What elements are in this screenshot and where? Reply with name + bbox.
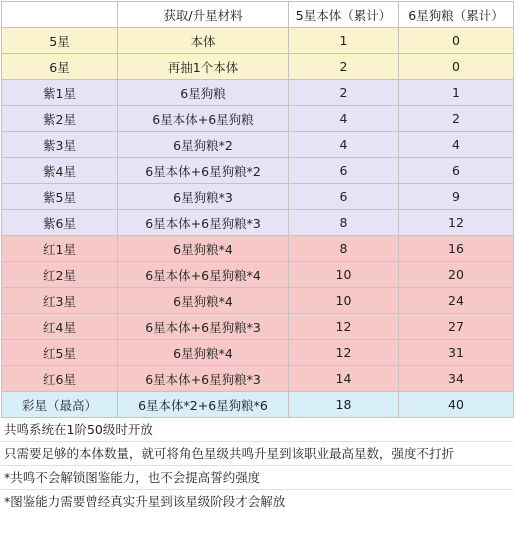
header-cum-6star-fodder-column: 6星狗粮（累计） xyxy=(399,2,514,28)
material-cell: 6星本体+6星狗粮*3 xyxy=(118,366,289,392)
cum-5star-cell: 2 xyxy=(289,80,399,106)
material-cell: 6星本体+6星狗粮*4 xyxy=(118,262,289,288)
star-cell: 紫2星 xyxy=(2,106,118,132)
note-line: *图鉴能力需要曾经真实升星到该星级阶段才会解放 xyxy=(4,494,286,509)
cum-5star-cell: 4 xyxy=(289,106,399,132)
cum-5star-cell: 14 xyxy=(289,366,399,392)
cum-5star-cell: 18 xyxy=(289,392,399,418)
material-cell: 6星狗粮*4 xyxy=(118,340,289,366)
cum-6star-fodder-cell: 40 xyxy=(399,392,514,418)
cum-5star-cell: 8 xyxy=(289,236,399,262)
table-row xyxy=(2,340,514,366)
note-line: 只需要足够的本体数量，就可将角色星级共鸣升星到该职业最高星数，强度不打折 xyxy=(1,442,513,466)
star-cell: 5星 xyxy=(2,28,118,54)
star-cell: 红2星 xyxy=(2,262,118,288)
cum-5star-cell: 10 xyxy=(289,288,399,314)
table-row xyxy=(2,236,514,262)
star-cell: 红1星 xyxy=(2,236,118,262)
star-cell: 红3星 xyxy=(2,288,118,314)
header-cum-5star-column: 5星本体（累计） xyxy=(289,2,399,28)
material-cell: 6星本体+6星狗粮 xyxy=(118,106,289,132)
table-row xyxy=(2,314,514,340)
table-row xyxy=(2,54,514,80)
cum-6star-fodder-cell: 0 xyxy=(399,54,514,80)
star-cell: 红5星 xyxy=(2,340,118,366)
cum-6star-fodder-cell: 1 xyxy=(399,80,514,106)
table-row xyxy=(2,158,514,184)
cum-6star-fodder-cell: 27 xyxy=(399,314,514,340)
cum-5star-cell: 2 xyxy=(289,54,399,80)
material-cell: 6星本体+6星狗粮*3 xyxy=(118,210,289,236)
material-cell: 6星狗粮*4 xyxy=(118,288,289,314)
material-cell: 再抽1个本体 xyxy=(118,54,289,80)
star-cell: 紫4星 xyxy=(2,158,118,184)
material-cell: 6星本体+6星狗粮*3 xyxy=(118,314,289,340)
cum-6star-fodder-cell: 20 xyxy=(399,262,514,288)
cum-6star-fodder-cell: 2 xyxy=(399,106,514,132)
star-cell: 红4星 xyxy=(2,314,118,340)
material-cell: 6星狗粮*3 xyxy=(118,184,289,210)
note-line: 共鸣系统在1阶50级时开放 xyxy=(1,418,513,442)
table-row xyxy=(2,210,514,236)
star-cell: 红6星 xyxy=(2,366,118,392)
star-upgrade-table xyxy=(1,1,514,418)
table-row xyxy=(2,132,514,158)
cum-5star-cell: 6 xyxy=(289,158,399,184)
cum-6star-fodder-cell: 0 xyxy=(399,28,514,54)
header-material-column: 获取/升星材料 xyxy=(118,2,289,28)
star-cell: 紫1星 xyxy=(2,80,118,106)
cum-6star-fodder-cell: 9 xyxy=(399,184,514,210)
cum-6star-fodder-cell: 34 xyxy=(399,366,514,392)
star-cell: 彩星（最高） xyxy=(2,392,118,418)
material-cell: 6星本体+6星狗粮*2 xyxy=(118,158,289,184)
table-row xyxy=(2,80,514,106)
table-row xyxy=(2,184,514,210)
star-cell: 紫6星 xyxy=(2,210,118,236)
material-cell: 6星狗粮*2 xyxy=(118,132,289,158)
table-row xyxy=(2,28,514,54)
cum-5star-cell: 8 xyxy=(289,210,399,236)
table-row xyxy=(2,366,514,392)
material-cell: 本体 xyxy=(118,28,289,54)
cum-6star-fodder-cell: 6 xyxy=(399,158,514,184)
header-star-column xyxy=(2,2,118,28)
note-line: *共鸣不会解锁图鉴能力，也不会提高誓约强度 xyxy=(1,466,513,490)
page xyxy=(1,1,513,513)
table-row xyxy=(2,262,514,288)
cum-6star-fodder-cell: 31 xyxy=(399,340,514,366)
material-cell: 6星狗粮 xyxy=(118,80,289,106)
cum-6star-fodder-cell: 24 xyxy=(399,288,514,314)
table-row xyxy=(2,106,514,132)
table-header-row xyxy=(2,2,514,28)
table-row xyxy=(2,288,514,314)
cum-5star-cell: 4 xyxy=(289,132,399,158)
cum-5star-cell: 6 xyxy=(289,184,399,210)
cum-5star-cell: 12 xyxy=(289,314,399,340)
star-cell: 6星 xyxy=(2,54,118,80)
cum-5star-cell: 1 xyxy=(289,28,399,54)
cum-5star-cell: 10 xyxy=(289,262,399,288)
material-cell: 6星狗粮*4 xyxy=(118,236,289,262)
star-cell: 紫3星 xyxy=(2,132,118,158)
table-row xyxy=(2,392,514,418)
cum-6star-fodder-cell: 12 xyxy=(399,210,514,236)
notes-section xyxy=(1,418,513,513)
cum-6star-fodder-cell: 16 xyxy=(399,236,514,262)
cum-6star-fodder-cell: 4 xyxy=(399,132,514,158)
material-cell: 6星本体*2+6星狗粮*6 xyxy=(118,392,289,418)
star-cell: 紫5星 xyxy=(2,184,118,210)
cum-5star-cell: 12 xyxy=(289,340,399,366)
